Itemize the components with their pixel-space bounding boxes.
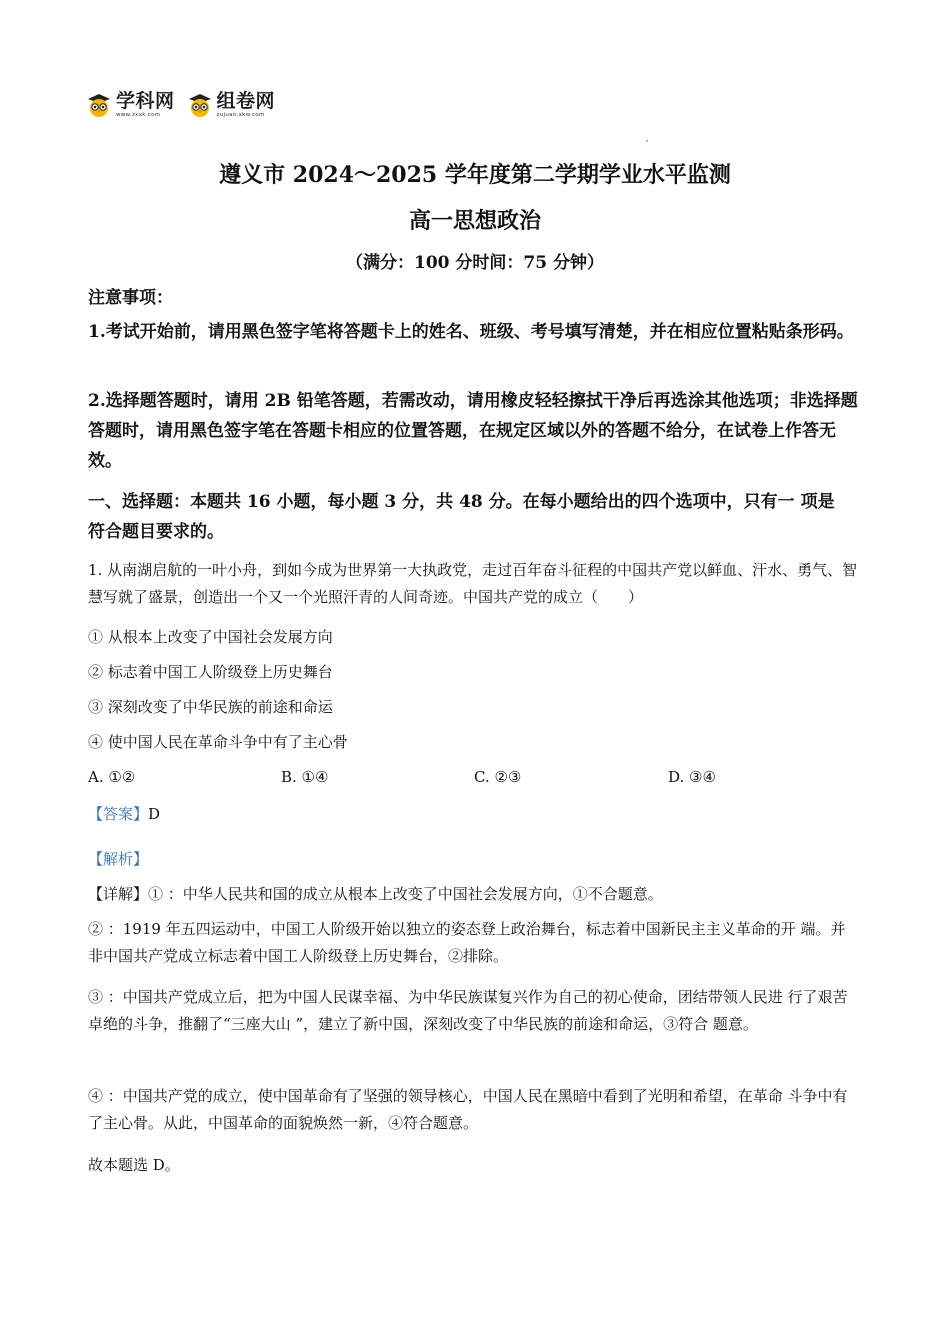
answer-line (88, 803, 858, 824)
exam-title: 遵义市 2024～2025 学年度第二学期学业水平监测 (219, 162, 731, 188)
owl-icon (86, 92, 112, 118)
choice-a: A. ①② (88, 768, 136, 786)
detail-1 (88, 883, 858, 904)
zxxk-logo (86, 92, 175, 119)
statement-4: ④ 使中国人民在革命斗争中有了主心骨 (88, 733, 348, 751)
choice-row (88, 768, 868, 788)
statement-1: ① 从根本上改变了中国社会发展方向 (88, 628, 333, 646)
choice-c: C. ②③ (474, 768, 522, 786)
owl-icon (187, 92, 213, 118)
detail-4: ④ ：中国共产党的成立，使中国革命有了坚强的领导核心，中国人民在黑暗中看到了光明和希望，在革命 斗争中有了主心骨。从此，中国革命的面貌焕然一新，④符合题意。 (88, 1087, 848, 1132)
detail-1-text: ① ：中华人民共和国的成立从根本上改变了中国社会发展方向，①不合题意。 (148, 885, 663, 903)
logo-bar (86, 92, 275, 119)
answer-label: 【答案】 (88, 805, 149, 823)
notice-item-2: 2.选择题答题时，请用 2B 铅笔答题，若需改动，请用橡皮轻轻擦拭干净后再选涂其他选项；非选择题答题时，请用黑色签字笔在答题卡相应的位置答题，在规定区域以外的答题不给分，在试卷上作答无效。 (88, 391, 858, 471)
question-stem: 1. 从南湖启航的一叶小舟，到如今成为世界第一大执政党，走过百年奋斗征程的中国共产党以鲜血、汗水、勇气、智慧写就了盛景，创造出一个又一个光照汗青的人间奇迹。中国共产党的成立（ ） (88, 561, 858, 606)
notice-item-1: 1.考试开始前，请用黑色签字笔将答题卡上的姓名、班级、考号填写清楚，并在相应位置粘贴条形码。 (88, 322, 854, 342)
notice-heading: 注意事项： (88, 288, 173, 308)
exam-score-time: （满分：100 分时间：75 分钟） (346, 253, 604, 273)
choice-d: D. ③④ (668, 768, 716, 786)
exam-subject: 高一思想政治 (408, 208, 541, 234)
detail-3: ③ ：中国共产党成立后，把为中国人民谋幸福、为中华民族谋复兴作为自己的初心使命，团结带领人民进 行了艰苦卓绝的斗争，推翻了“三座大山 ”，建立了新中国，深刻改变了中华民族的前途和命运，③符合 题意。 (88, 988, 848, 1033)
zxxk-logo-url: www.zxxk.com (116, 112, 161, 118)
conclusion: 故本题选 D。 (88, 1156, 180, 1174)
zujuan-logo (187, 92, 276, 119)
detail-2: ② ：1919 年五四运动中，中国工人阶级开始以独立的姿态登上政治舞台，标志着中国新民主主义革命的开 端。并非中国共产党成立标志着中国工人阶级登上历史舞台，②排除。 (88, 920, 846, 965)
zxxk-logo-name: 学科网 (116, 90, 175, 112)
choice-b: B. ①④ (281, 768, 329, 786)
analysis-label: 【解析】 (88, 850, 149, 868)
detail-label: 【详解】 (88, 885, 149, 903)
statement-3: ③ 深刻改变了中华民族的前途和命运 (88, 698, 333, 716)
statement-2: ② 标志着中国工人阶级登上历史舞台 (88, 663, 333, 681)
section-title: 一、选择题：本题共 16 小题，每小题 3 分，共 48 分。在每小题给出的四个选项中，只有一 项是符合题目要求的。 (88, 492, 835, 542)
answer-value: D (148, 805, 161, 823)
zujuan-logo-url: zujuan.xkw.com (216, 112, 265, 118)
stray-dot (646, 140, 648, 142)
zujuan-logo-name: 组卷网 (216, 90, 276, 112)
